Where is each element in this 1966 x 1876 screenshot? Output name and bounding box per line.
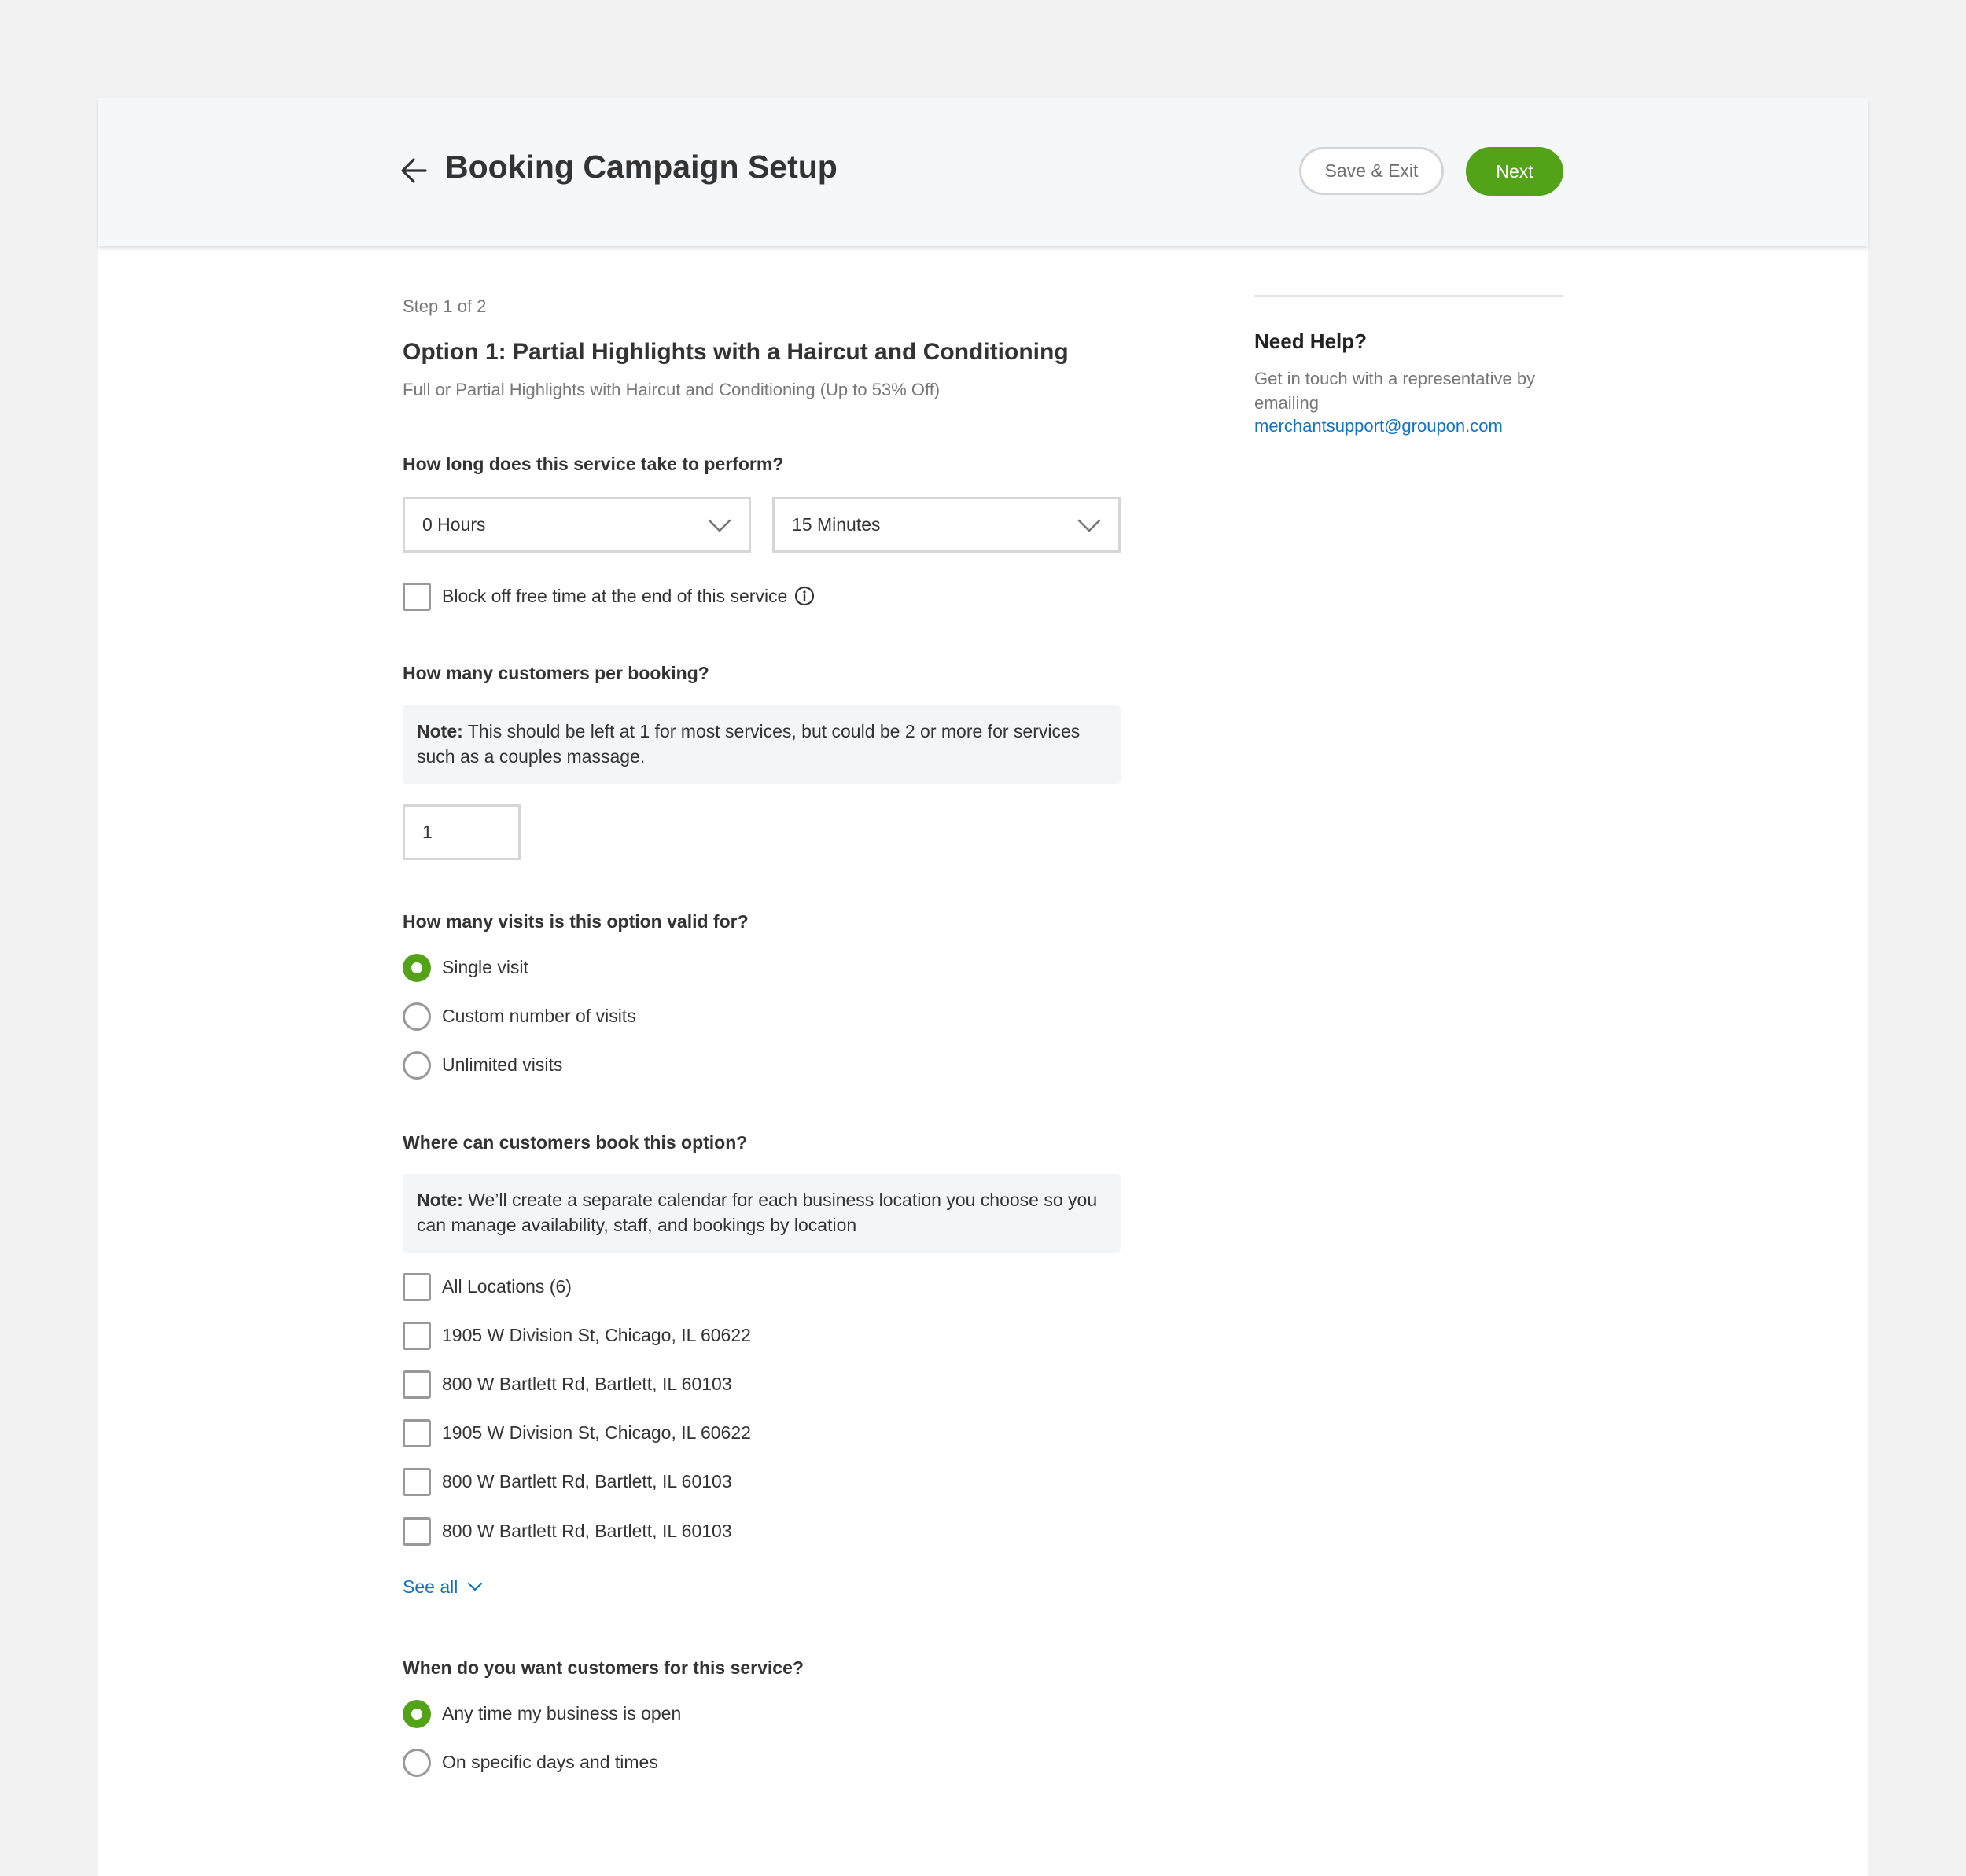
visits-question: How many visits is this option valid for? (403, 911, 749, 932)
customers-per-booking-input[interactable] (403, 804, 521, 860)
help-text: Get in touch with a representative by emailing (1254, 369, 1536, 413)
location-label: 800 W Bartlett Rd, Bartlett, IL 60103 (442, 1374, 732, 1394)
note-label: Note: (417, 1190, 463, 1210)
location-label: 800 W Bartlett Rd, Bartlett, IL 60103 (442, 1521, 732, 1541)
location-checkbox[interactable] (403, 1468, 431, 1496)
see-all-label: See all (403, 1576, 458, 1597)
location-label: All Locations (6) (442, 1276, 572, 1297)
location-label: 1905 W Division St, Chicago, IL 60622 (442, 1422, 751, 1443)
note-label: Note: (417, 721, 463, 741)
note-text: We’ll create a separate calendar for each business location you choose so you can manage availability, staff, and bookings by location (417, 1190, 1098, 1235)
location-label: 1905 W Division St, Chicago, IL 60622 (442, 1325, 751, 1345)
setup-card (98, 98, 1868, 1876)
block-off-label: Block off free time at the end of this service (442, 586, 788, 606)
save-exit-button[interactable]: Save & Exit (1299, 147, 1444, 195)
see-all-link[interactable] (403, 1576, 483, 1598)
page-title: Booking Campaign Setup (445, 149, 838, 185)
back-arrow-icon[interactable] (400, 156, 427, 185)
hours-select-value: 0 Hours (422, 514, 486, 535)
location-checkbox[interactable] (403, 1517, 431, 1546)
help-divider (1254, 295, 1563, 297)
block-off-checkbox[interactable] (403, 583, 431, 611)
locations-note (403, 1174, 1121, 1253)
locations-question: Where can customers book this option? (403, 1132, 748, 1153)
timing-radio-anytime[interactable] (403, 1700, 431, 1728)
visits-radio-unlimited[interactable] (403, 1051, 431, 1080)
location-checkbox[interactable] (403, 1370, 431, 1399)
visits-radio-single[interactable] (403, 954, 431, 982)
step-indicator: Step 1 of 2 (403, 296, 487, 316)
location-checkbox[interactable] (403, 1419, 431, 1447)
chevron-down-icon (708, 518, 731, 534)
timing-radio-specific[interactable] (403, 1749, 431, 1777)
chevron-down-icon (467, 1582, 483, 1592)
help-title: Need Help? (1254, 329, 1368, 353)
timing-option-label: On specific days and times (442, 1752, 658, 1772)
option-title: Option 1: Partial Highlights with a Haircut and Conditioning (403, 339, 1069, 365)
visits-radio-custom[interactable] (403, 1002, 431, 1031)
visits-option-label: Single visit (442, 957, 528, 977)
visits-option-label: Unlimited visits (442, 1054, 563, 1075)
support-email-link[interactable]: merchantsupport@groupon.com (1254, 416, 1503, 436)
timing-question: When do you want customers for this service? (403, 1657, 804, 1678)
customers-note (403, 705, 1121, 784)
location-checkbox[interactable] (403, 1322, 431, 1350)
option-subtitle: Full or Partial Highlights with Haircut and Conditioning (Up to 53% Off) (403, 380, 941, 399)
page-header (98, 98, 1868, 246)
location-checkbox-all[interactable] (403, 1273, 431, 1301)
timing-option-label: Any time my business is open (442, 1703, 682, 1723)
hours-select[interactable] (403, 497, 751, 553)
chevron-down-icon (1077, 518, 1101, 534)
visits-option-label: Custom number of visits (442, 1006, 636, 1026)
next-button[interactable]: Next (1466, 147, 1563, 196)
minutes-select-value: 15 Minutes (792, 514, 881, 535)
note-text: This should be left at 1 for most services, but could be 2 or more for services such as a couples massage. (417, 721, 1081, 767)
location-label: 800 W Bartlett Rd, Bartlett, IL 60103 (442, 1471, 732, 1492)
minutes-select[interactable] (772, 497, 1121, 553)
customers-question: How many customers per booking? (403, 663, 709, 683)
info-icon[interactable] (794, 586, 815, 606)
duration-question: How long does this service take to perform? (403, 454, 784, 474)
